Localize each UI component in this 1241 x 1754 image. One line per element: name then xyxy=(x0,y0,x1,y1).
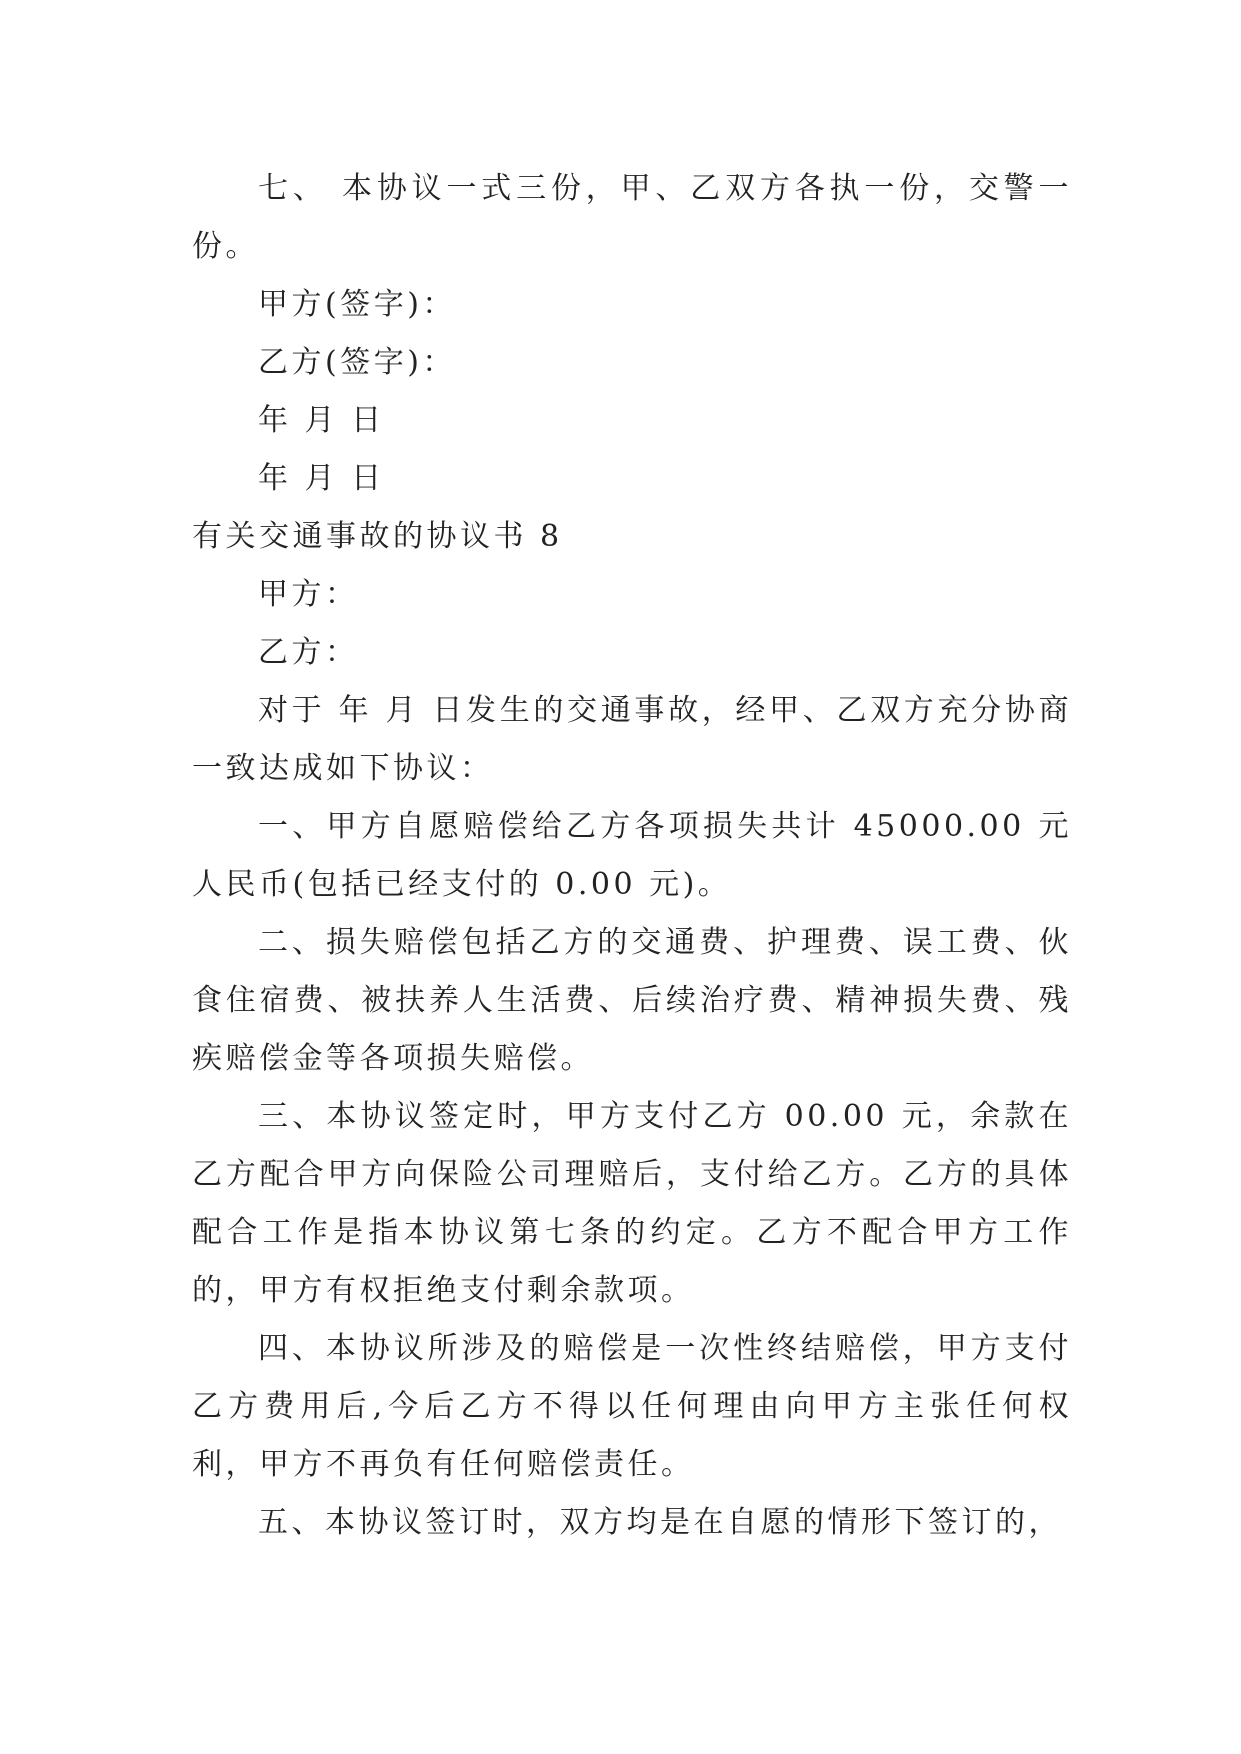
clause-three: 三、本协议签定时，甲方支付乙方 00.00 元，余款在乙方配合甲方向保险公司理赔后，支付给乙方。乙方的具体配合工作是指本协议第七条的约定。乙方不配合甲方工作的，甲方有权拒绝支付剩余款项。 xyxy=(192,1099,1072,1308)
clause-seven: 七、 本协议一式三份，甲、乙双方各执一份，交警一份。 xyxy=(192,171,1072,264)
party-a-label: 甲方： xyxy=(258,577,359,612)
preamble-paragraph: 对于 年 月 日发生的交通事故，经甲、乙双方充分协商一致达成如下协议： xyxy=(192,693,1072,786)
agreement-heading: 有关交通事故的协议书 8 xyxy=(192,519,563,554)
signature-date-b: 年 月 日 xyxy=(258,461,385,496)
signature-date-a: 年 月 日 xyxy=(258,403,385,438)
party-a-signature: 甲方(签字)： xyxy=(258,287,456,322)
clause-five: 五、本协议签订时，双方均是在自愿的情形下签订的， xyxy=(258,1505,1062,1540)
party-b-label: 乙方： xyxy=(258,635,359,670)
document-body xyxy=(192,160,1072,1552)
clause-four: 四、本协议所涉及的赔偿是一次性终结赔偿，甲方支付乙方费用后,今后乙方不得以任何理由向甲方主张任何权利，甲方不再负有任何赔偿责任。 xyxy=(192,1331,1072,1482)
clause-one: 一、甲方自愿赔偿给乙方各项损失共计 45000.00 元人民币(包括已经支付的 0.00 元)。 xyxy=(192,809,1072,902)
party-b-signature: 乙方(签字)： xyxy=(258,345,456,380)
clause-two: 二、损失赔偿包括乙方的交通费、护理费、误工费、伙食住宿费、被扶养人生活费、后续治疗费、精神损失费、残疾赔偿金等各项损失赔偿。 xyxy=(192,925,1072,1076)
